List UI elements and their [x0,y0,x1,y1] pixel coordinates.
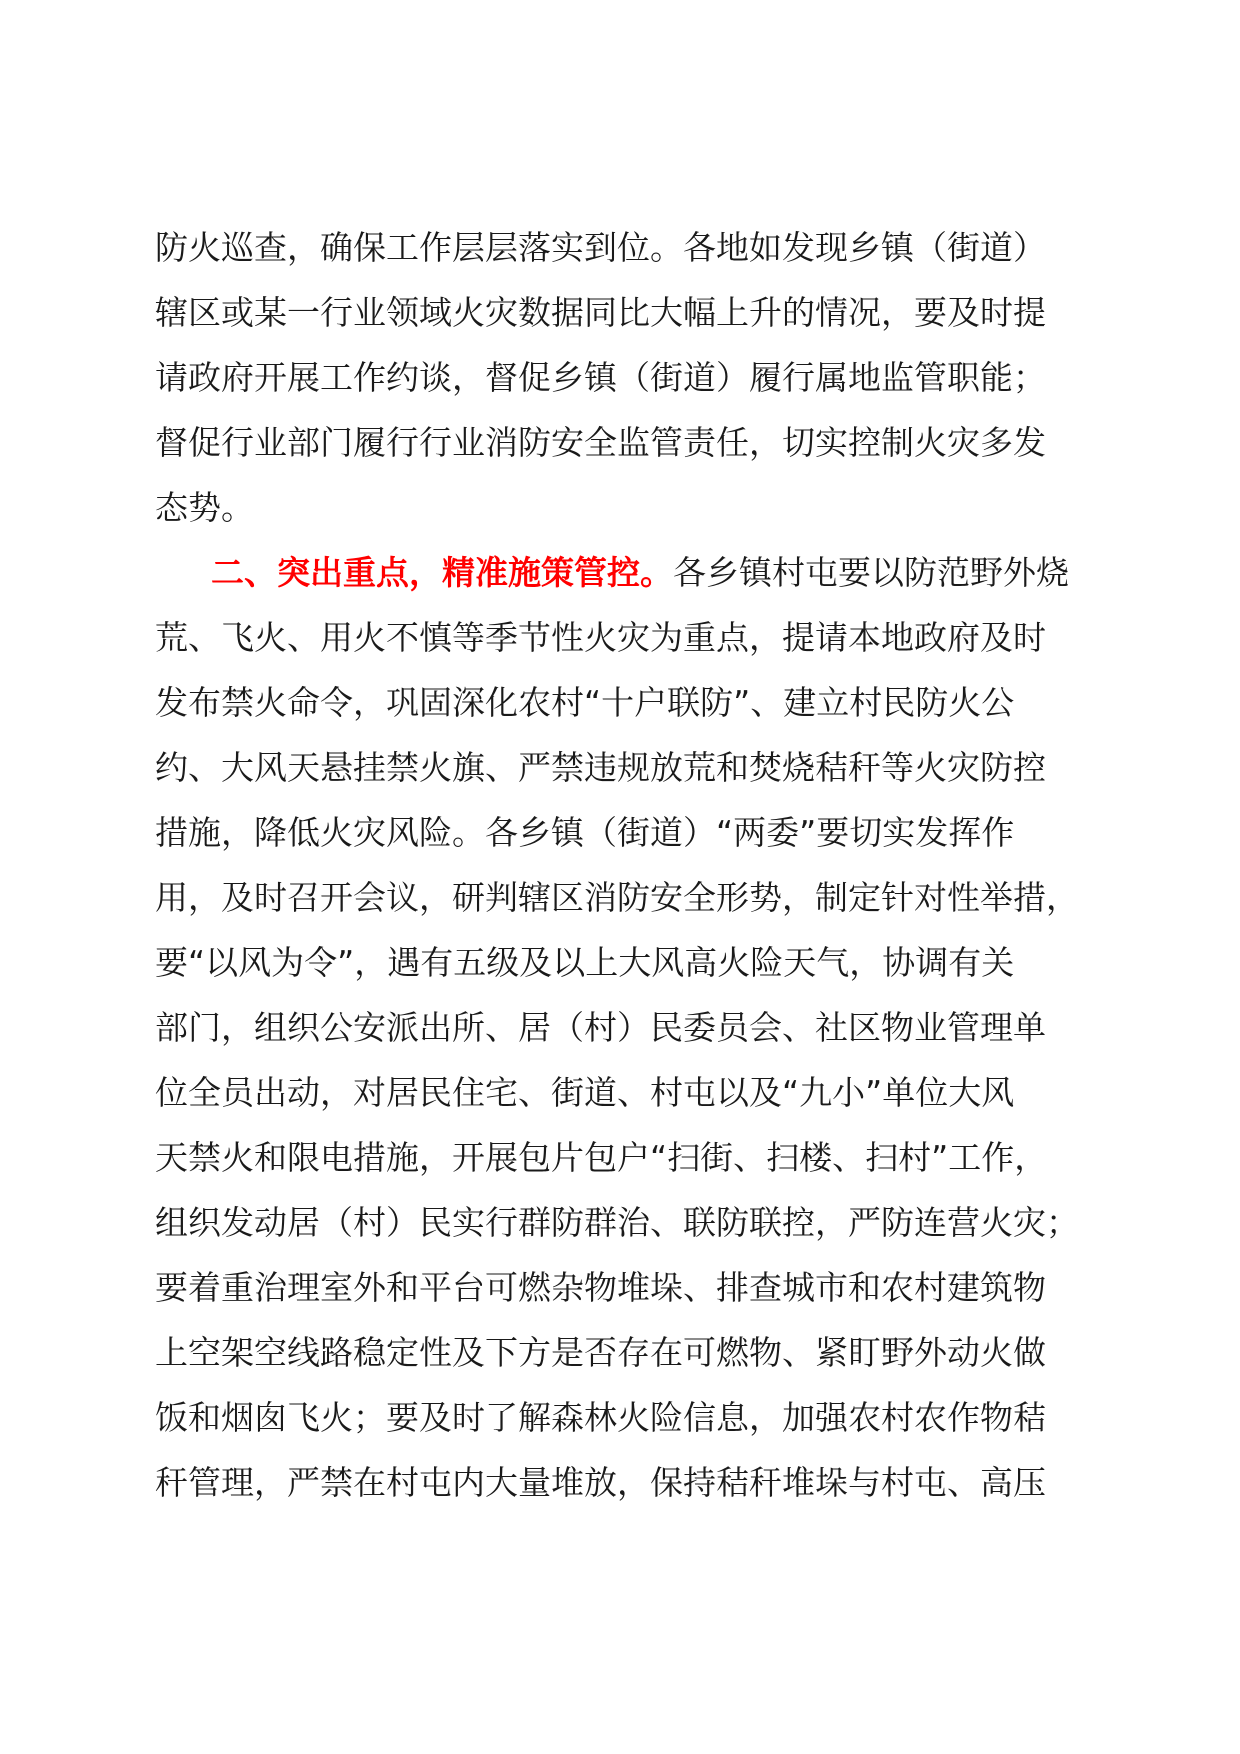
section-two-first-line [155,540,1085,605]
text-line: 态势。 [155,488,254,527]
text-line: 部门，组织公安派出所、居（村）民委员会、社区物业管理单 [155,1008,1046,1047]
text-line: 辖区或某一行业领域火灾数据同比大幅上升的情况，要及时提 [155,293,1046,332]
text-line: 用，及时召开会议，研判辖区消防安全形势，制定针对性举措， [155,878,1079,917]
text-line: 发布禁火命令，巩固深化农村“十户联防”、建立村民防火公 [155,683,1015,722]
text-line: 饭和烟囱飞火；要及时了解森林火险信息，加强农村农作物秸 [155,1398,1046,1437]
text-line: 秆管理，严禁在村屯内大量堆放，保持秸秆堆垛与村屯、高压 [155,1463,1046,1502]
section-first-line-text: 各乡镇村屯要以防范野外烧 [673,553,1069,592]
text-line: 组织发动居（村）民实行群防群治、联防联控，严防连营火灾； [155,1203,1079,1242]
text-line: 荒、飞火、用火不慎等季节性火灾为重点，提请本地政府及时 [155,618,1046,657]
text-line: 措施，降低火灾风险。各乡镇（街道）“两委”要切实发挥作 [155,813,1015,852]
section-heading: 二、突出重点，精准施策管控。 [211,553,673,592]
text-line: 督促行业部门履行行业消防安全监管责任，切实控制火灾多发 [155,423,1046,462]
text-line: 约、大风天悬挂禁火旗、严禁违规放荒和焚烧秸秆等火灾防控 [155,748,1046,787]
text-line: 要“以风为令”，遇有五级及以上大风高火险天气，协调有关 [155,943,1015,982]
text-line: 天禁火和限电措施，开展包片包户“扫街、扫楼、扫村”工作， [155,1138,1048,1177]
text-line: 要着重治理室外和平台可燃杂物堆垛、排查城市和农村建筑物 [155,1268,1046,1307]
text-line: 请政府开展工作约谈，督促乡镇（街道）履行属地监管职能； [155,358,1046,397]
text-line: 上空架空线路稳定性及下方是否存在可燃物、紧盯野外动火做 [155,1333,1046,1372]
document-body [155,215,1085,1515]
text-line: 位全员出动，对居民住宅、街道、村屯以及“九小”单位大风 [155,1073,1015,1112]
text-line: 防火巡查，确保工作层层落实到位。各地如发现乡镇（街道） [155,228,1046,267]
